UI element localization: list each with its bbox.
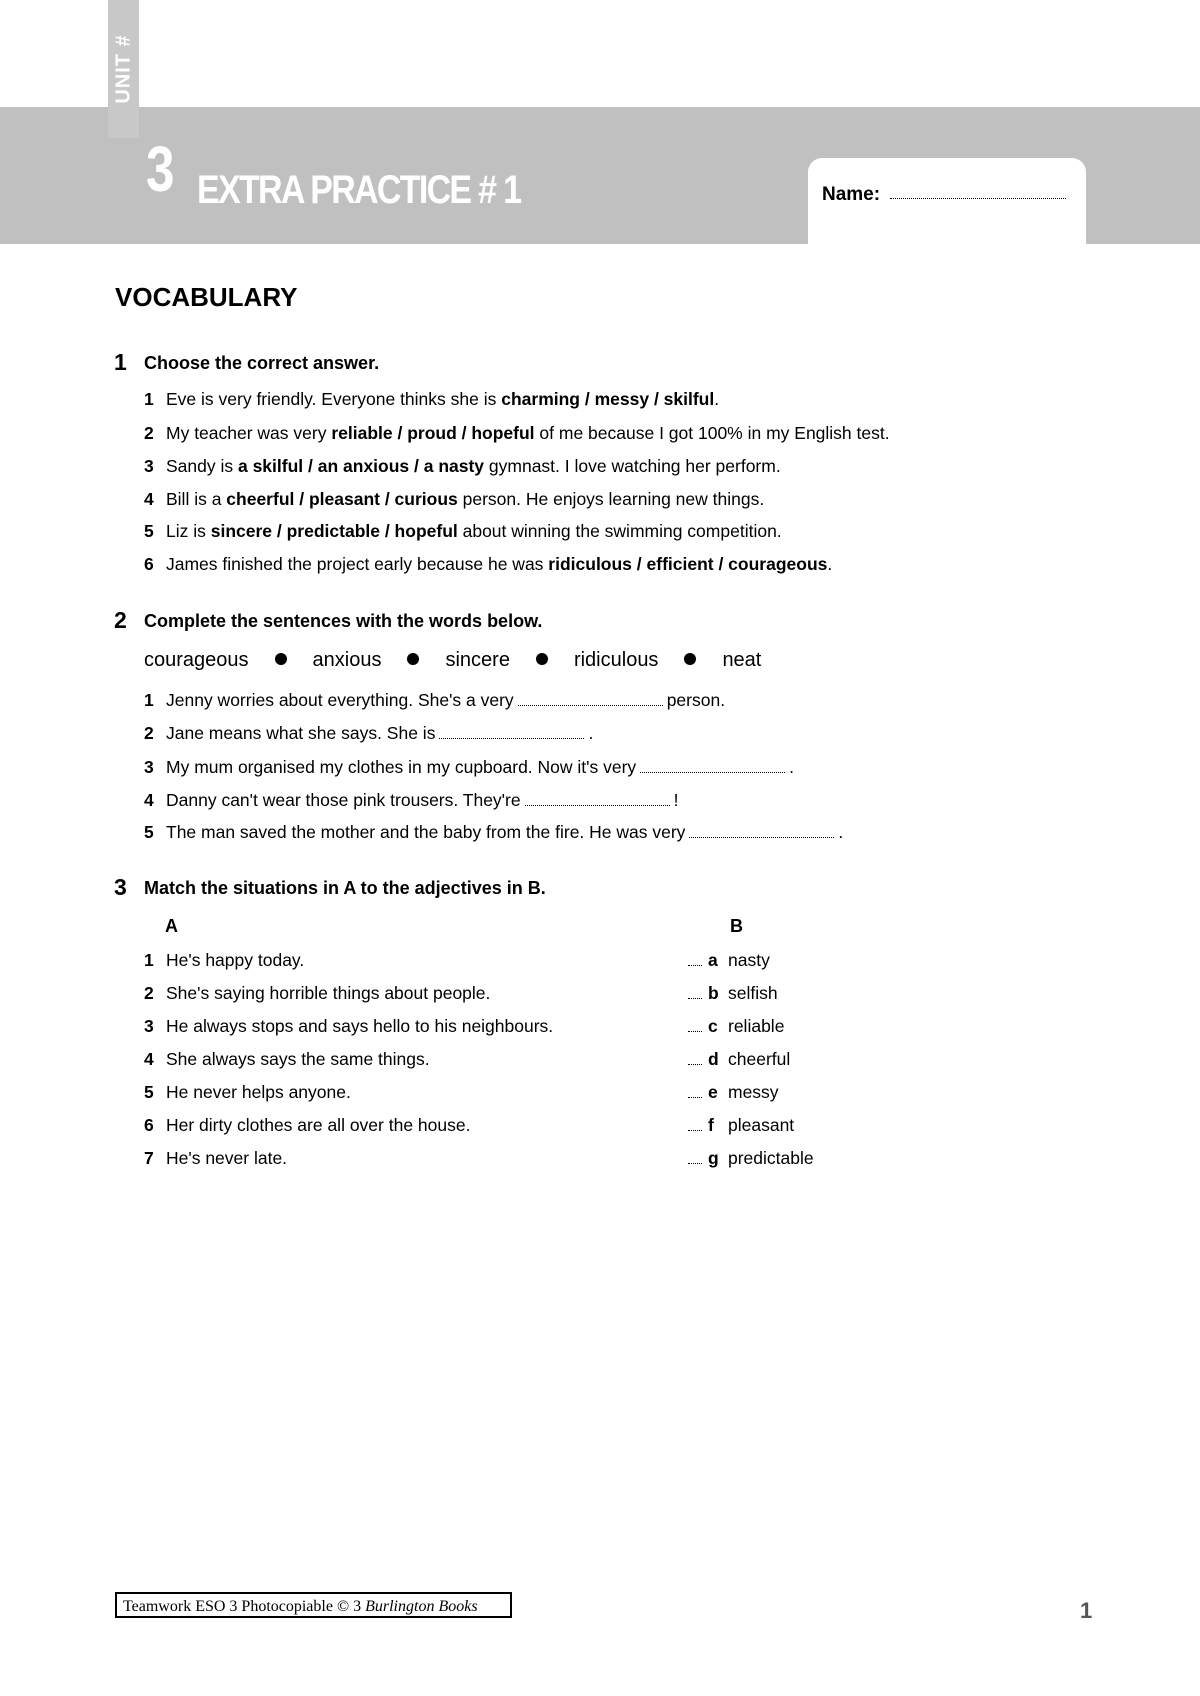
column-a-header: A (165, 916, 178, 936)
unit-label: UNIT # (112, 34, 134, 104)
match-blank[interactable] (688, 1021, 702, 1032)
name-field[interactable] (890, 198, 1066, 199)
word-bank-item: anxious (312, 649, 382, 671)
ex1-item: 1 Eve is very friendly. Everyone thinks she is charming / messy / skilful. (144, 389, 720, 409)
word-bank-item: courageous (144, 649, 249, 671)
ex3-a-item: 4 She always says the same things. (144, 1049, 430, 1069)
ex3-a-item: 1 He's happy today. (144, 950, 305, 970)
ex1-item: 3 Sandy is a skilful / an anxious / a nasty gymnast. I love watching her perform. (144, 456, 781, 476)
match-blank[interactable] (688, 1087, 702, 1098)
ex1-item: 5 Liz is sincere / predictable / hopeful about winning the swimming competition. (144, 521, 782, 541)
answer-blank[interactable] (525, 793, 670, 806)
exercise-2-number: 2 (114, 607, 127, 633)
word-bank-item: sincere (445, 649, 510, 671)
ex2-item: 2 Jane means what she says. She is . (144, 723, 594, 743)
answer-options[interactable]: a skilful / an anxious / a nasty (237, 456, 485, 476)
match-blank[interactable] (688, 1153, 702, 1164)
ex2-item: 1 Jenny worries about everything. She's a very person. (144, 690, 726, 710)
answer-options[interactable]: ridiculous / efficient / courageous (548, 554, 828, 574)
copyright-footer: Teamwork ESO 3 Photocopiable © 3 Burlington Books (115, 1592, 512, 1618)
word-bank-item: neat (722, 649, 762, 671)
answer-options[interactable]: cheerful / pleasant / curious (226, 489, 458, 509)
answer-blank[interactable] (689, 825, 834, 838)
unit-number: 3 (146, 133, 175, 205)
name-box (808, 158, 1086, 244)
bullet-icon (407, 653, 419, 665)
ex2-item: 3 My mum organised my clothes in my cupboard. Now it's very . (144, 757, 795, 777)
ex3-b-item: g predictable (688, 1148, 814, 1169)
exercise-1-number: 1 (114, 349, 127, 375)
exercise-3-instruction: Match the situations in A to the adjectives in B. (144, 878, 546, 898)
exercise-3-number: 3 (114, 874, 127, 900)
page-number: 1 (1080, 1598, 1093, 1623)
exercise-2-instruction: Complete the sentences with the words below. (144, 611, 543, 631)
exercise-1-instruction: Choose the correct answer. (144, 353, 380, 373)
ex3-a-item: 3 He always stops and says hello to his neighbours. (144, 1016, 554, 1036)
name-label: Name: (822, 184, 881, 205)
word-bank (144, 649, 761, 672)
match-blank[interactable] (688, 1120, 702, 1131)
ex1-item: 2 My teacher was very reliable / proud / hopeful of me because I got 100% in my English test. (144, 423, 890, 443)
word-bank-item: ridiculous (573, 649, 659, 671)
ex3-b-item: a nasty (688, 950, 770, 971)
answer-blank[interactable] (439, 726, 584, 739)
publisher-name: Burlington Books (365, 1598, 478, 1615)
answer-blank[interactable] (518, 693, 663, 706)
match-blank[interactable] (688, 1054, 702, 1065)
ex1-item: 6 James finished the project early because he was ridiculous / efficient / courageous. (144, 554, 833, 574)
answer-options[interactable]: sincere / predictable / hopeful (210, 521, 458, 541)
match-blank[interactable] (688, 955, 702, 966)
ex2-item: 5 The man saved the mother and the baby from the fire. He was very . (144, 822, 844, 842)
ex3-a-item: 5 He never helps anyone. (144, 1082, 351, 1102)
ex3-b-item: f pleasant (688, 1115, 794, 1136)
answer-blank[interactable] (640, 760, 785, 773)
bullet-icon (536, 653, 548, 665)
bullet-icon (275, 653, 287, 665)
section-title: VOCABULARY (115, 282, 298, 312)
ex3-a-item: 6 Her dirty clothes are all over the house. (144, 1115, 471, 1135)
ex3-b-item: d cheerful (688, 1049, 790, 1070)
ex3-b-item: e messy (688, 1082, 779, 1103)
match-blank[interactable] (688, 988, 702, 999)
column-b-header: B (730, 916, 743, 936)
ex3-a-item: 7 He's never late. (144, 1148, 288, 1168)
bullet-icon (684, 653, 696, 665)
ex2-item: 4 Danny can't wear those pink trousers. They're ! (144, 790, 679, 810)
ex1-item: 4 Bill is a cheerful / pleasant / curious person. He enjoys learning new things. (144, 489, 765, 509)
ex3-b-item: b selfish (688, 983, 778, 1004)
answer-options[interactable]: charming / messy / skilful (501, 389, 715, 409)
unit-tab (108, 0, 139, 138)
answer-options[interactable]: reliable / proud / hopeful (331, 423, 535, 443)
ex3-b-item: c reliable (688, 1016, 784, 1037)
page-title: EXTRA PRACTICE # 1 (197, 168, 521, 212)
ex3-a-item: 2 She's saying horrible things about people. (144, 983, 491, 1003)
